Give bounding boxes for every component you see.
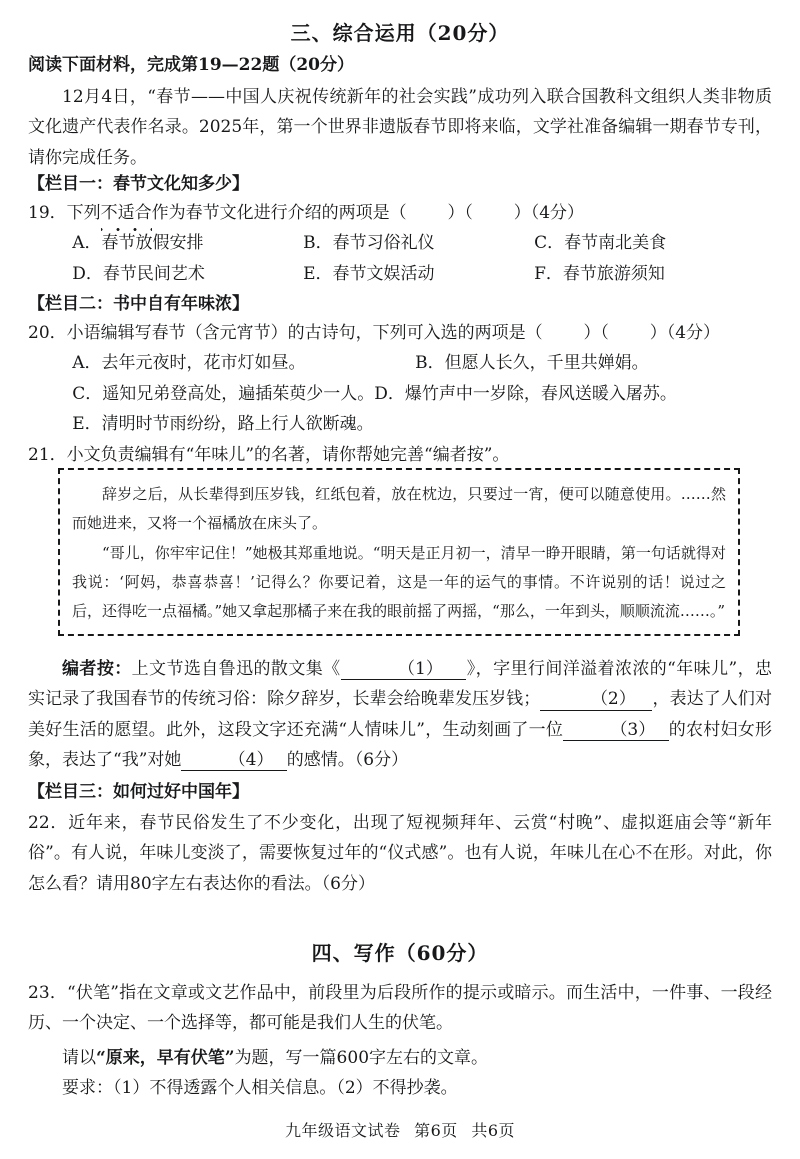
option-a-label: A． — [72, 353, 102, 374]
question-20-stem-end: ）（4分） — [649, 323, 721, 343]
option-d-label: D． — [72, 263, 103, 284]
question-23-body: “伏笔”指在文章或文艺作品中，前段里为后段所作的提示或暗示。而生活中，一件事、一段经历、一个决定、一个选择等，都可能是我们人生的伏笔。 — [28, 983, 772, 1034]
option-e[interactable] — [303, 259, 534, 289]
footer-page-current: 第6页 — [414, 1121, 458, 1140]
question-19-options-row-1 — [28, 228, 772, 258]
question-22-number: 22． — [28, 813, 69, 833]
editor-note-text — [28, 654, 772, 775]
option-e-text: 春节文娱活动 — [332, 263, 435, 284]
section-3-title-wrap — [28, 18, 772, 48]
question-20-options-row-3 — [28, 409, 772, 439]
editor-note-part-3: ，表达了人们对美好生活的愿望。此外，这段文字还充满“人情味儿”，生动刻画了一位 — [28, 689, 772, 740]
editor-note-label: 编者按： — [62, 659, 132, 679]
quote-paragraph-2: “哥儿，你牢牢记住！”她极其郑重地说。“明天是正月初一，清早一睁开眼睛，第一句话就得对我说：‘阿妈，恭喜恭喜！’记得么？你要记着，这是一年的运气的事情。不许说别的话！说过之后，还得吃一点福橘。”她又拿起那橘子来在我的眼前摇了两摇，“那么，一年到头，顺顺流流……。” — [72, 543, 726, 620]
answer-blank-3[interactable]: （3） — [563, 720, 668, 741]
question-20-number: 20． — [28, 323, 67, 343]
section-4-title: 四、写作（60分） — [311, 941, 489, 965]
question-23-requirements: 要求：（1）不得透露个人相关信息。（2）不得抄袭。 — [62, 1077, 458, 1098]
option-e-label: E． — [72, 413, 102, 434]
question-19-emphasis: 不适合 — [101, 198, 152, 228]
column-3-heading: 【栏目三：如何过好中国年】 — [28, 782, 249, 802]
option-a-text: 春节放假安排 — [101, 233, 204, 254]
option-f-label: F． — [534, 263, 563, 284]
question-23-prompt — [28, 1043, 772, 1073]
question-23-number: 23． — [28, 983, 68, 1003]
option-c[interactable] — [534, 228, 765, 258]
column-1-heading-wrap — [28, 170, 772, 199]
option-c-text: 春节南北美食 — [564, 233, 667, 254]
question-19-stem-end: ）（4分） — [513, 203, 585, 223]
footer-exam-name: 九年级语文试卷 — [284, 1121, 401, 1140]
essay-title: “原来，早有伏笔” — [96, 1047, 235, 1068]
editor-note-part-1: 上文节选自鲁迅的散文集《 — [131, 659, 341, 679]
option-a-text: 去年元夜时，花市灯如昼。 — [101, 353, 306, 374]
option-b[interactable] — [303, 228, 534, 258]
section-4-title-wrap — [28, 938, 772, 968]
editor-note — [28, 654, 772, 775]
question-19-stem-before: 下列 — [66, 203, 101, 223]
question-19-stem — [28, 198, 772, 228]
column-2-heading-wrap — [28, 290, 772, 319]
option-c-text: 遥知兄弟登高处，遍插茱萸少一人。 — [102, 383, 375, 404]
option-c-label: C． — [534, 233, 565, 254]
answer-blank-2[interactable]: （2） — [540, 689, 652, 710]
option-b-label: B． — [303, 233, 333, 254]
column-3-heading-wrap — [28, 778, 772, 807]
question-23-prompt-before: 请以 — [62, 1047, 96, 1068]
option-d-label: D． — [374, 383, 405, 404]
option-a[interactable] — [72, 228, 303, 258]
question-22 — [28, 808, 772, 899]
option-c[interactable] — [72, 379, 374, 409]
option-e-text: 清明时节雨纷纷，路上行人欲断魂。 — [101, 413, 374, 434]
question-19 — [28, 198, 772, 289]
option-f-text: 春节旅游须知 — [562, 263, 665, 284]
section-3-lead: 阅读下面材料，完成第19—22题（20分） — [28, 55, 354, 75]
question-20-stem-text: 小语编辑写春节（含元宵节）的古诗句，下列可入选的两项是（ — [66, 323, 543, 343]
question-22-text — [28, 808, 772, 899]
question-20 — [28, 318, 772, 439]
question-19-stem-mid: ）（ — [447, 203, 473, 223]
question-21-number: 21． — [28, 445, 67, 465]
question-23-prompt-after: 为题，写一篇600字左右的文章。 — [234, 1047, 489, 1068]
quotation-box-wrap — [0, 464, 800, 636]
column-2-heading: 【栏目二：书中自有年味浓】 — [28, 294, 249, 314]
option-d-text: 爆竹声中一岁除，春风送暖入屠苏。 — [404, 383, 677, 404]
page-footer — [0, 1118, 800, 1141]
editor-note-part-4: 的农村妇女形象，表达了“我”对她 — [28, 719, 773, 770]
question-21-stem-text: 小文负责编辑有“年味儿”的名著，请你帮她完善“编者按”。 — [66, 445, 510, 465]
column-1-heading: 【栏目一：春节文化知多少】 — [28, 174, 249, 194]
option-b-label: B． — [415, 353, 445, 374]
question-23 — [28, 978, 772, 1103]
option-a-label: A． — [72, 233, 102, 254]
option-b-text: 春节习俗礼仪 — [332, 233, 435, 254]
answer-blank-4[interactable]: （4） — [181, 750, 286, 771]
option-e[interactable] — [72, 409, 373, 439]
option-d[interactable] — [374, 379, 677, 409]
option-c-label: C． — [72, 383, 103, 404]
option-d-text: 春节民间艺术 — [102, 263, 205, 284]
question-20-stem-mid: ）（ — [583, 323, 609, 343]
quotation-box — [58, 468, 740, 636]
editor-note-part-5: 的感情。（6分） — [286, 749, 409, 770]
option-a[interactable] — [72, 348, 415, 378]
option-b-text: 但愿人长久，千里共婵娟。 — [444, 353, 649, 374]
question-23-text — [28, 978, 772, 1039]
section-3-intro: 12月4日，“春节——中国人庆祝传统新年的社会实践”成功列入联合国教科文组织人类非物质文化遗产代表作名录。2025年，第一个世界非遗版春节即将来临，文学社准备编辑一期春节专刊，请你完成任务。 — [28, 87, 772, 168]
section-3-title: 三、综合运用（20分） — [290, 21, 510, 45]
question-19-options-row-2 — [28, 259, 772, 289]
option-f[interactable] — [534, 259, 765, 289]
question-20-options-row-2 — [28, 379, 772, 409]
question-20-stem — [28, 318, 772, 348]
editor-note-part-2: 》，字里行间洋溢着浓浓的“年味儿”，忠实记录了我国春节的传统习俗：除夕辞岁，长辈会给晚辈发压岁钱； — [28, 659, 773, 710]
question-22-body: 近年来，春节民俗发生了不少变化，出现了短视频拜年、云赏“村晚”、虚拟逛庙会等“新年俗”。有人说，年味儿变淡了，需要恢复过年的“仪式感”。也有人说，年味儿在心不在形。对此，你怎么看？请用80字左右表达你的看法。（6分） — [28, 813, 772, 894]
option-e-label: E． — [303, 263, 333, 284]
answer-blank-1[interactable]: （1） — [341, 659, 467, 680]
question-20-options-row-1 — [28, 348, 772, 378]
question-19-stem-after: 作为春节文化进行介绍的两项是（ — [151, 203, 407, 223]
option-d[interactable] — [72, 259, 303, 289]
question-19-number: 19． — [28, 203, 67, 223]
section-3-lead-wrap — [28, 52, 772, 78]
section-3-intro-wrap — [28, 82, 772, 173]
option-b[interactable] — [415, 348, 649, 378]
footer-page-total: 共6页 — [471, 1121, 516, 1140]
quote-paragraph-1: 辞岁之后，从长辈得到压岁钱，红纸包着，放在枕边，只要过一宵，便可以随意使用。……然而她进来，又将一个福橘放在床头了。 — [72, 485, 726, 533]
